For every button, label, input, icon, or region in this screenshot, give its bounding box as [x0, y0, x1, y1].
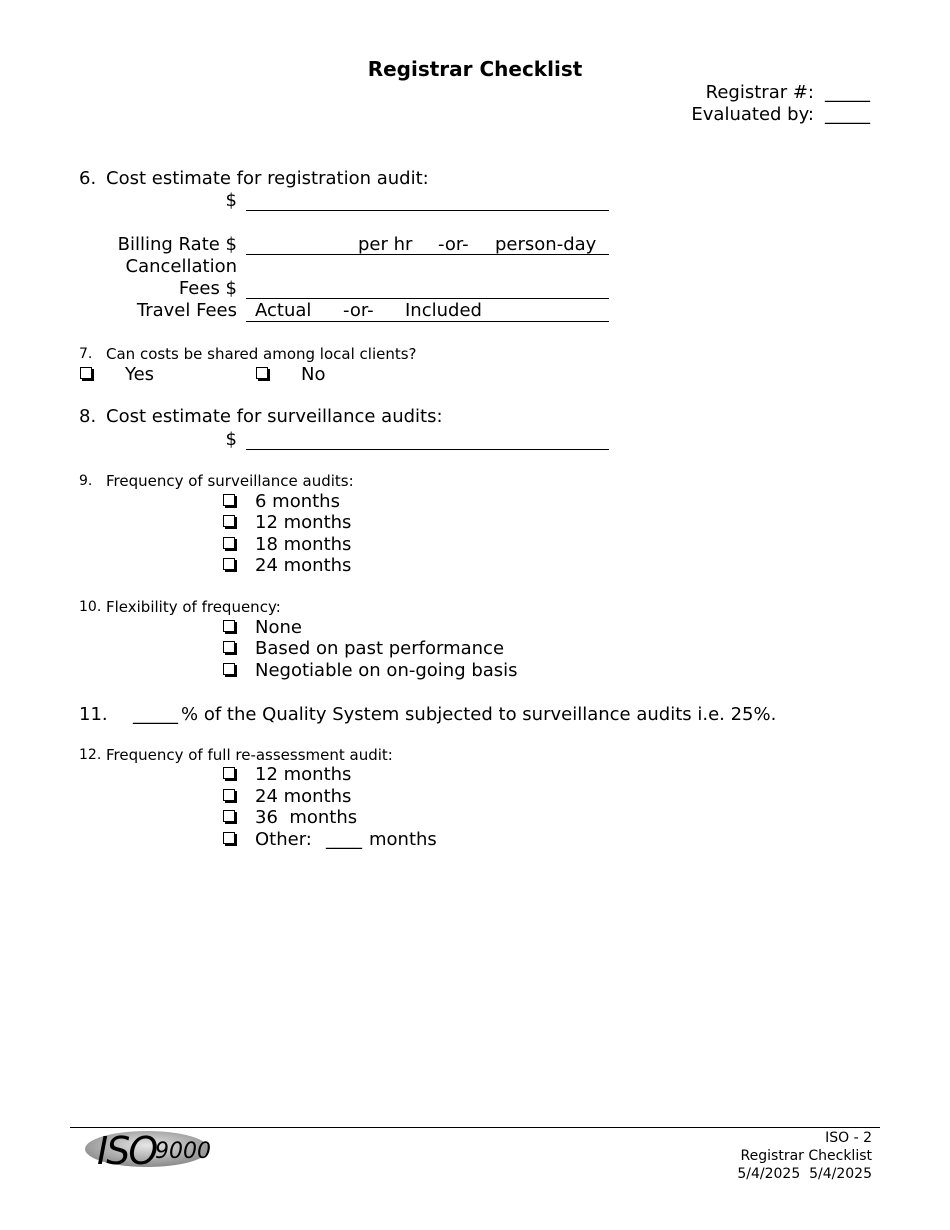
negotiable-label: Negotiable on on-going basis: [255, 660, 518, 681]
q9-18-months-checkbox[interactable]: [223, 537, 235, 549]
q12-number: 12.: [79, 747, 102, 763]
q8-question: Cost estimate for surveillance audits:: [106, 406, 443, 427]
q12-other-months-field[interactable]: ____: [326, 829, 362, 850]
q7-number: 7.: [79, 346, 93, 362]
registrar-number-label: Registrar #:: [705, 82, 814, 103]
q12-36-months-label: 36 months: [255, 807, 358, 828]
travel-fees-input-line[interactable]: [246, 321, 609, 322]
cancellation-fees-input-line[interactable]: [246, 298, 609, 299]
q9-24-months-label: 24 months: [255, 555, 352, 576]
cancellation-fees-label: Fees $: [178, 278, 237, 299]
person-day-option[interactable]: person-day: [495, 234, 597, 255]
q12-12-months-label: 12 months: [255, 764, 352, 785]
footer-doc-title: Registrar Checklist: [740, 1148, 872, 1164]
registrar-number-field[interactable]: _____: [825, 82, 870, 103]
evaluated-by-field[interactable]: _____: [825, 104, 870, 125]
q12-other-unit: months: [369, 829, 437, 850]
logo-9000-text: 9000: [155, 1139, 211, 1164]
billing-rate-input-line[interactable]: [246, 254, 609, 255]
negotiable-checkbox[interactable]: [223, 663, 235, 675]
footer-dates: 5/4/2025 5/4/2025: [737, 1166, 872, 1182]
q12-36-months-checkbox[interactable]: [223, 810, 235, 822]
q9-24-months-checkbox[interactable]: [223, 558, 235, 570]
per-hr-option[interactable]: per hr: [358, 234, 413, 255]
q9-number: 9.: [79, 473, 93, 489]
past-performance-label: Based on past performance: [255, 638, 505, 659]
billing-or-text: -or-: [438, 234, 469, 255]
q6-number: 6.: [79, 168, 97, 189]
no-option-label: No: [301, 364, 326, 385]
billing-rate-label: Billing Rate $: [117, 234, 237, 255]
none-label: None: [255, 617, 302, 638]
q9-12-months-label: 12 months: [255, 512, 352, 533]
q12-question: Frequency of full re-assessment audit:: [106, 746, 393, 764]
q10-question: Flexibility of frequency:: [106, 598, 281, 616]
page-title: Registrar Checklist: [367, 57, 583, 81]
q10-number: 10.: [79, 599, 102, 615]
q8-cost-input-line[interactable]: [246, 449, 609, 450]
q8-number: 8.: [79, 406, 97, 427]
travel-actual-option[interactable]: Actual: [255, 300, 312, 321]
q6-question: Cost estimate for registration audit:: [106, 168, 429, 189]
q9-6-months-checkbox[interactable]: [223, 494, 235, 506]
travel-included-option[interactable]: Included: [405, 300, 482, 321]
q9-question: Frequency of surveillance audits:: [106, 472, 354, 490]
cancellation-label: Cancellation: [125, 256, 237, 277]
q6-dollar-sign: $: [225, 190, 237, 211]
q7-question: Can costs be shared among local clients?: [106, 345, 417, 363]
q11-question: % of the Quality System subjected to surveillance audits i.e. 25%.: [181, 704, 777, 725]
logo-iso-text: ISO: [97, 1129, 157, 1173]
q12-other-label: Other:: [255, 829, 312, 850]
q12-24-months-checkbox[interactable]: [223, 789, 235, 801]
q8-dollar-sign: $: [225, 429, 237, 450]
none-checkbox[interactable]: [223, 620, 235, 632]
q11-number: 11.: [79, 704, 108, 725]
evaluated-by-label: Evaluated by:: [691, 104, 814, 125]
q12-24-months-label: 24 months: [255, 786, 352, 807]
q9-12-months-checkbox[interactable]: [223, 515, 235, 527]
yes-checkbox[interactable]: [80, 367, 92, 379]
past-performance-checkbox[interactable]: [223, 641, 235, 653]
q11-percent-field[interactable]: _____: [133, 704, 178, 725]
yes-option-label: Yes: [125, 364, 155, 385]
q9-6-months-label: 6 months: [255, 491, 340, 512]
q9-18-months-label: 18 months: [255, 534, 352, 555]
travel-or-text: -or-: [343, 300, 374, 321]
q12-12-months-checkbox[interactable]: [223, 767, 235, 779]
iso-9000-logo: [85, 1127, 215, 1172]
footer-doc-id: ISO - 2: [825, 1130, 872, 1146]
q6-cost-input-line[interactable]: [246, 210, 609, 211]
q12-other-checkbox[interactable]: [223, 832, 235, 844]
travel-fees-label: Travel Fees: [136, 300, 237, 321]
no-checkbox[interactable]: [256, 367, 268, 379]
